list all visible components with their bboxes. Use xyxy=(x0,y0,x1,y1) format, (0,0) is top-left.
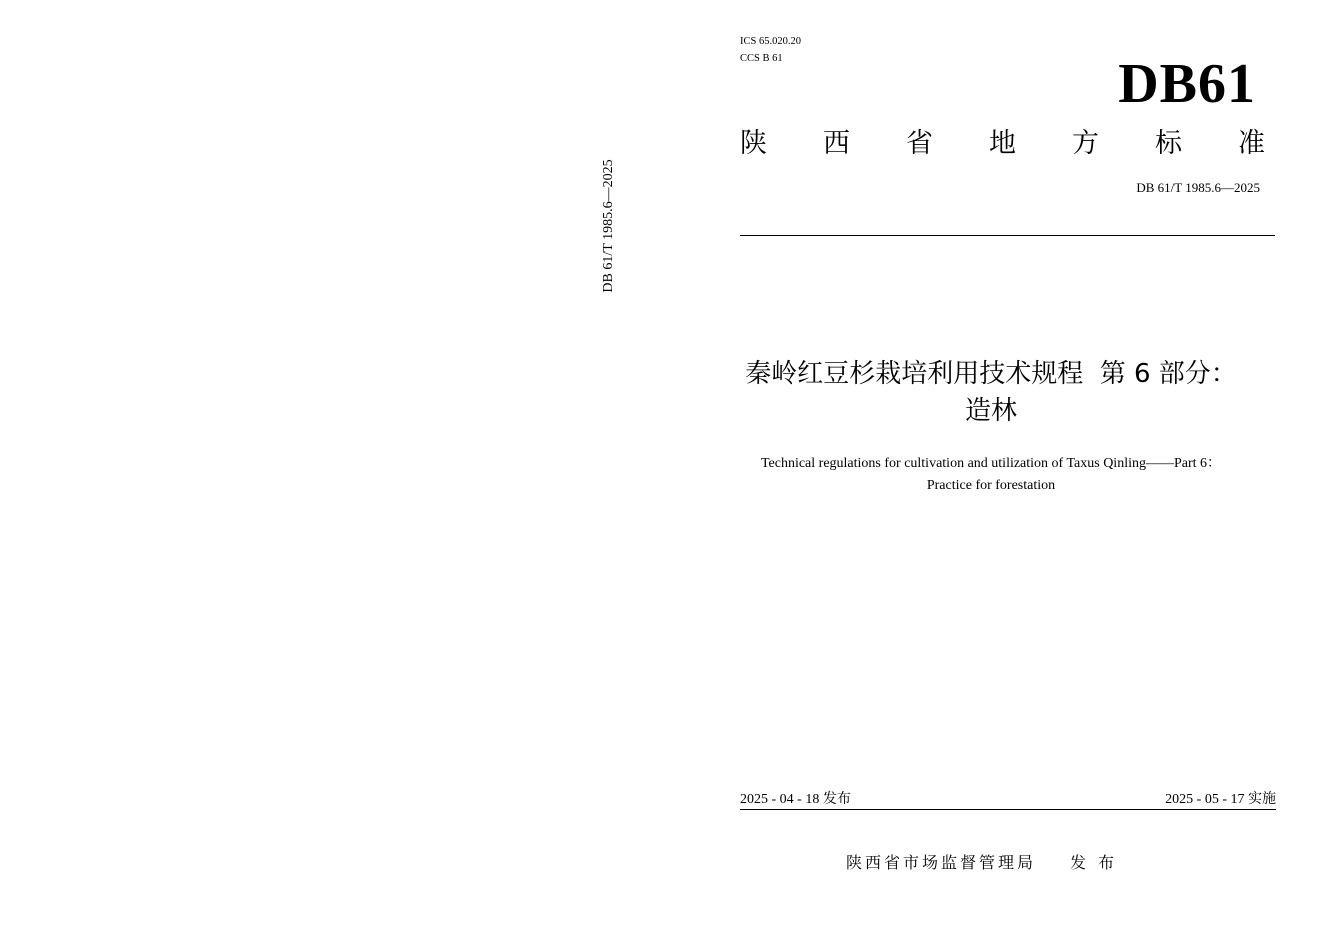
issuer-action: 发布 xyxy=(1070,853,1127,872)
standard-type-char: 方 xyxy=(1072,128,1099,159)
bottom-divider xyxy=(740,809,1276,810)
standard-type-char: 陕 xyxy=(740,128,767,159)
standard-type-char: 地 xyxy=(989,128,1016,159)
ics-code: ICS 65.020.20 xyxy=(740,36,801,47)
chinese-title xyxy=(700,356,1282,430)
english-title-line-1: Technical regulations for cultivation and utilization of Taxus Qinling——Part 6： xyxy=(760,456,1222,471)
db-logo: DB61 xyxy=(1118,53,1256,115)
ccs-code: CCS B 61 xyxy=(740,53,783,64)
issuer-name: 陕西省市场监督管理局 xyxy=(846,853,1037,872)
issue-date: 2025 - 04 - 18 发布 xyxy=(740,792,851,807)
standard-number: DB 61/T 1985.6—2025 xyxy=(1136,180,1260,195)
standard-type-char: 标 xyxy=(1155,128,1182,159)
standard-type-char: 西 xyxy=(823,128,850,159)
standard-type-char: 准 xyxy=(1238,128,1265,159)
classification-codes xyxy=(740,33,801,67)
top-divider xyxy=(740,235,1275,236)
issuing-authority xyxy=(846,850,1126,873)
english-title-line-2: Practice for forestation xyxy=(926,478,1056,493)
implementation-date: 2025 - 05 - 17 实施 xyxy=(1165,792,1276,807)
standard-type-title xyxy=(740,126,1265,162)
spine-standard-code: DB 61/T 1985.6—2025 xyxy=(601,159,616,293)
standard-type-char: 省 xyxy=(906,128,933,159)
english-title xyxy=(700,453,1282,497)
chinese-title-line-2: 造林 xyxy=(964,396,1017,426)
dates-row xyxy=(740,790,1276,810)
chinese-title-line-1: 秦岭红豆杉栽培利用技术规程 第 6 部分： xyxy=(745,359,1237,389)
